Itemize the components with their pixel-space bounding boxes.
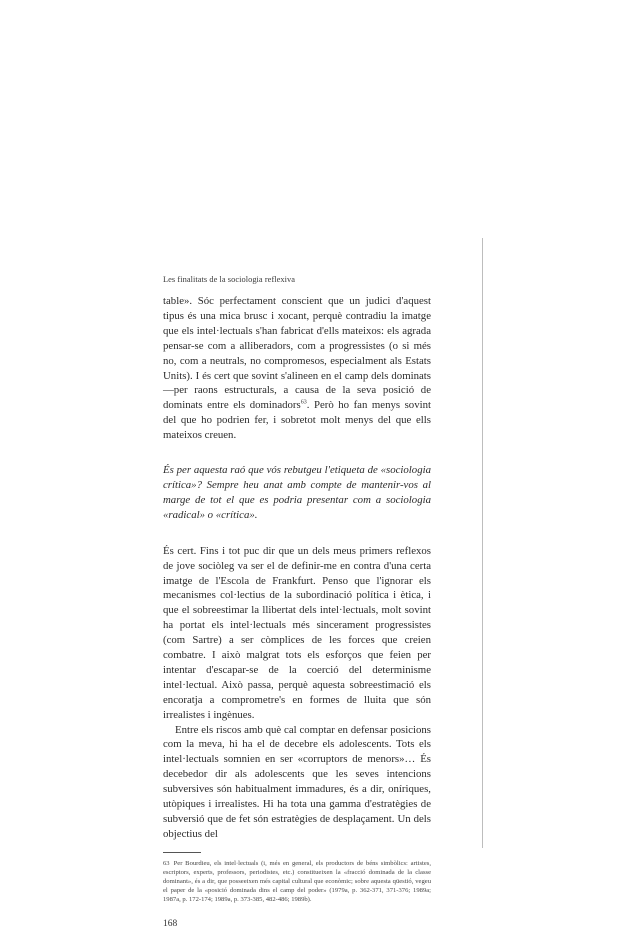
paragraph-text-tail: . Però ho fan menys sovint del que ho podrien fer, i sobretot molt menys del que ells mateixos creuen. xyxy=(163,399,431,442)
paragraph-text: table». Sóc perfectament conscient que un judici d'aquest tipus és una mica brusc i xocant, perquè contradiu la imatge que els intel·lectuals s'han fabricat d'ells mateixos: els agrada pensar-se com a alliberadors, com a progressistes (o si més no, com a neutrals, no compromesos, especialment als Estats Units). I és cert que sovint s'alineen en el camp dels dominats —per raons estructurals, a causa de la seva posició de dominats entre els dominadors xyxy=(163,295,431,412)
interview-question: És per aquesta raó que vós rebutgeu l'etiqueta de «sociologia crítica»? Sempre heu anat amb compte de mantenir-vos al marge de tot el que es podria presentar com a sociologia «radical» o «crítica». xyxy=(163,464,431,521)
footnote-divider xyxy=(163,852,201,853)
footnote-number: 63 xyxy=(163,859,170,867)
running-head: Les finalitats de la sociologia reflexiva xyxy=(163,275,296,284)
answer-paragraph: És cert. Fins i tot puc dir que un dels meus primers reflexos de jove sociòleg va ser el de definir-me en contra d'una certa imatge de l'Escola de Frankfurt. Penso que l'ignorar els mecanismes col·lectius de la subordinació política i ètica, i que el sobreestimar la llibertat dels intel·lectuals, molt sovint ha portat els intel·lectuals més sincerament progressistes (com Sartre) a ser còmplices de les forces que creien combatre. I això malgrat tots els esforços que feien per intentar d'escapar-se de la coerció del determinisme intel·lectual. Això passa, perquè aquesta sobreestimació els encoratja a comprometre's en formes de lluita que són irrealistes i ingènues. xyxy=(163,544,431,721)
answer-paragraph-2: Entre els riscos amb què cal comptar en defensar posicions com la meva, hi ha el de decebre els adolescents. Tots els intel·lectuals somnien en ser «corruptors de menors»… És decebedor dir als adolescents que les seves intencions subversives són habitualment immadures, és a dir, oníriques, utòpiques i irrealistes. Hi ha tota una gamma d'estratègies de subversió que de fet són estratègies de desplaçament. Un dels objectius del xyxy=(163,723,431,840)
footnote-reference: 63 xyxy=(300,399,307,406)
footnote-text: Per Bourdieu, els intel·lectuals (i, més en general, els productors de béns simbòlics: artistes, escriptors, experts, professors, periodistes, etc.) constitueixen la «fracció dominada de la classe dominant», és a dir, que posseeixen més capital cultural que econòmic; sobre aquesta qüestió, vegeu el paper de la «posició dominada dins el camp del poder» (1979a, p. 362-371, 371-376; 1989a; 1987a, p. 172-174; 1989a, p. 373-385, 482-486; 1989b). xyxy=(163,859,431,904)
footnote xyxy=(163,859,431,904)
page-number: 168 xyxy=(163,919,178,929)
page-edge-line xyxy=(482,238,483,848)
book-page xyxy=(163,274,431,929)
paragraph-continuation xyxy=(163,294,431,443)
